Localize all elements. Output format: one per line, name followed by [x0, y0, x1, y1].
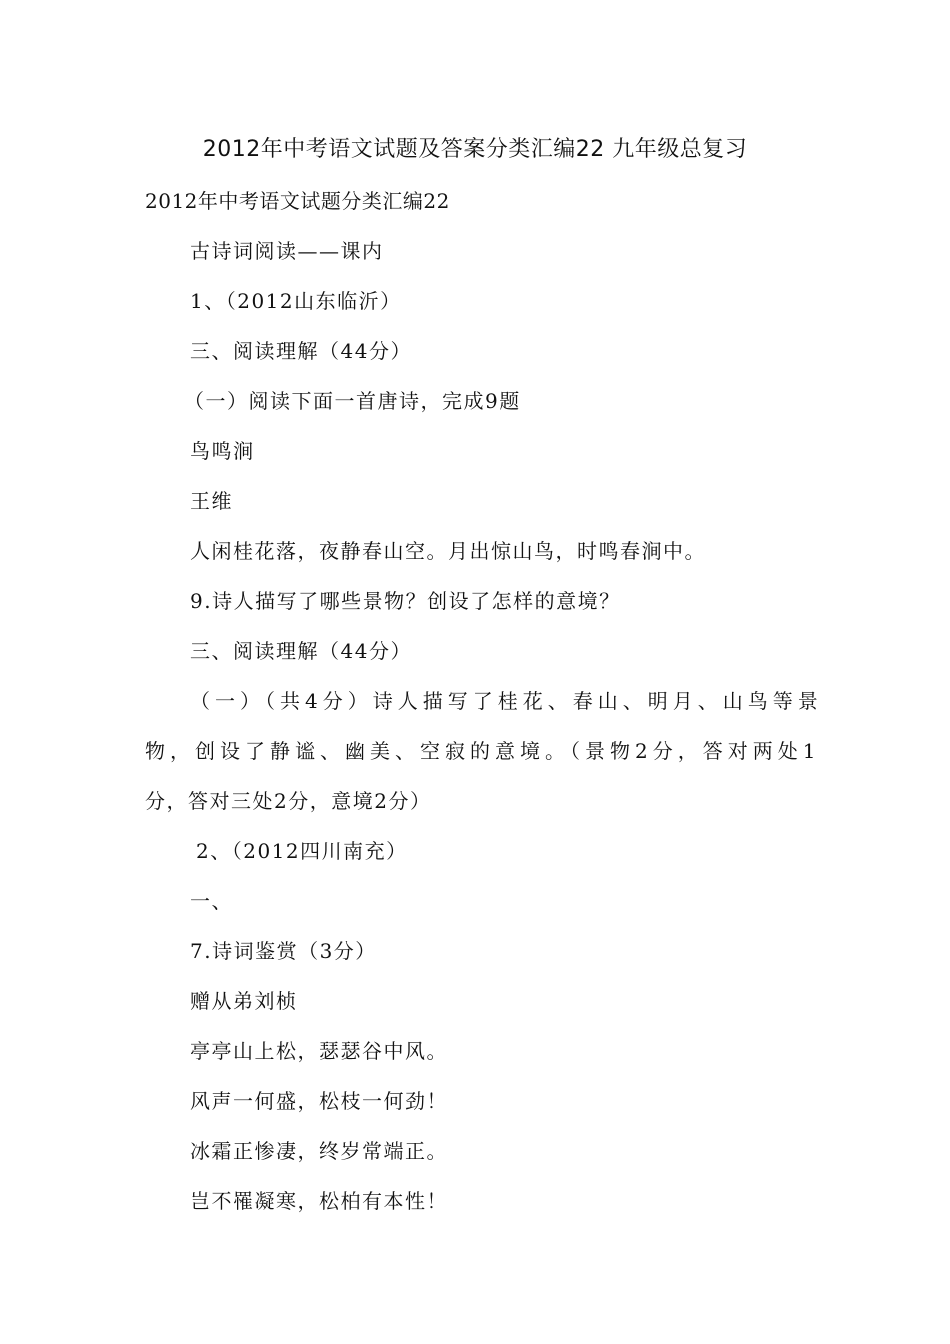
instruction-text: （一）阅读下面一首唐诗，完成9题 [184, 389, 521, 413]
answer-text: 物，创设了静谧、幽美、空寂的意境。（景物2分，答对两处1 [145, 739, 821, 763]
poem-line: 亭亭山上松，瑟瑟谷中风。 [190, 1039, 448, 1063]
poem-title: 鸟鸣涧 [190, 439, 255, 463]
poem-text: 人闲桂花落，夜静春山空。月出惊山鸟，时鸣春涧中。 [190, 539, 706, 563]
part-heading: 一、 [190, 889, 233, 913]
poem-line: 冰霜正惨凄，终岁常端正。 [190, 1139, 448, 1163]
poem-line: 岂不罹凝寒，松柏有本性！ [190, 1189, 448, 1213]
page-title: 2012年中考语文试题及答案分类汇编22 九年级总复习 [202, 137, 748, 162]
question-text: 9.诗人描写了哪些景物？创设了怎样的意境？ [190, 589, 621, 613]
poem-author: 王维 [190, 489, 233, 513]
section-heading: 古诗词阅读——课内 [190, 239, 384, 263]
subtitle: 2012年中考语文试题分类汇编22 [145, 189, 450, 213]
answer-text: （一）（共4分）诗人描写了桂花、春山、明月、山鸟等景 [190, 689, 823, 713]
part-heading: 三、阅读理解（44分） [190, 339, 412, 363]
poem-title: 赠从弟刘桢 [190, 989, 298, 1013]
poem-line: 风声一何盛，松枝一何劲！ [190, 1089, 448, 1113]
question-text: 7.诗词鉴赏（3分） [190, 939, 377, 963]
question-source: 2、（2012四川南充） [196, 839, 408, 863]
answer-text: 分，答对三处2分，意境2分） [145, 789, 432, 813]
question-source: 1、（2012山东临沂） [190, 289, 402, 313]
answer-heading: 三、阅读理解（44分） [190, 639, 412, 663]
